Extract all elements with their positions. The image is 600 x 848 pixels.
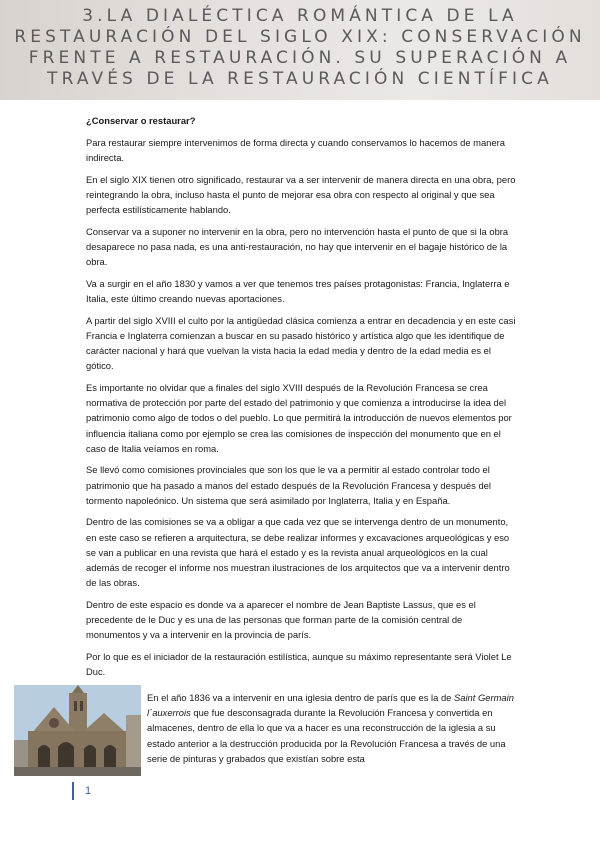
paragraph-11 bbox=[147, 690, 517, 766]
paragraph-7: Se llevó como comisiones provinciales que son los que le va a permitir al estado controlar todo el patrimonio que ha pasado a manos del estado después de la Revolución Francesa y después del tormento napoleónico. Un sistema que será asimilado por Inglaterra, Italia y en España. bbox=[86, 464, 491, 506]
page-number: 1 bbox=[72, 782, 91, 800]
church-photo bbox=[14, 685, 141, 776]
church-name: Saint Germain l´auxerrois bbox=[147, 692, 514, 719]
paragraph-4: Va a surgir en el año 1830 y vamos a ver que tenemos tres países protagonistas: Francia, Inglaterra e Italia, este último creando nuevas aportaciones. bbox=[86, 278, 510, 305]
chapter-title-line-3: FRENTE A RESTAURACIÓN. SU SUPERACIÓN A bbox=[28, 48, 572, 68]
paragraph-10: Por lo que es el iniciador de la restauración estilística, aunque su máximo representante será Violet Le Duc. bbox=[86, 650, 512, 678]
document-body bbox=[86, 113, 516, 686]
paragraph-9: Dentro de este espacio es donde va a aparecer el nombre de Jean Baptiste Lassus, que es el precedente de le Duc y es una de las personas que forman parte de la comisión central de monumentos y va a intervenir en la provincia de parís. bbox=[86, 598, 476, 641]
section-heading: ¿Conservar o restaurar? bbox=[86, 115, 196, 126]
chapter-title-line-2: RESTAURACIÓN DEL SIGLO XIX: CONSERVACIÓN bbox=[14, 27, 586, 47]
paragraph-11-text-start: En el año 1836 va a intervenir en una iglesia dentro de parís que es la de bbox=[147, 692, 454, 703]
paragraph-3: Conservar va a suponer no intervenir en la obra, pero no intervención hasta el punto de que si la obra desaparece no pasa nada, es una anti-restauración, no hay que intervenir en el bagaje histórico de la obra. bbox=[86, 226, 509, 268]
church-photo-icon bbox=[14, 685, 141, 776]
paragraph-2: En el siglo XIX tienen otro significado, restaurar va a ser intervenir de manera directa en una obra, pero reintegrando la obra, incluso hasta el punto de mejorar esa obra con respecto al original y que sea perfecta estilísticamente hablando. bbox=[86, 174, 516, 216]
chapter-title-line-4: TRAVÉS DE LA RESTAURACIÓN CIENTÍFICA bbox=[47, 69, 553, 89]
paragraph-6: Es importante no olvidar que a finales del siglo XVIII después de la Revolución Francesa se crea normativa de protección por parte del estado del patrimonio y que comienza a introducirse la idea del patrimonio como algo de todos o del pueblo. Lo que permitirá la introducción de nuevos elementos por influencia italiana como por ejemplo se crea las comisiones de inspección del monumento que en el caso de Italia veíamos en roma. bbox=[86, 382, 512, 454]
chapter-title-banner bbox=[0, 0, 600, 100]
paragraph-11-text-end: que fue desconsagrada durante la Revolución Francesa y convertida en almacenes, dentro de ella lo que va a hacer es una reconstrucción de la iglesia a su estado anterior a la destrucción producida por la Revolución Francesa a través de una serie de pinturas y grabados que existían sobre esta bbox=[147, 707, 506, 764]
paragraph-5: A partir del siglo XVIII el culto por la antigüedad clásica comienza a entrar en decadencia y en este casi Francia e Inglaterra comienzan a buscar en su pasado histórico y artística algo que les identifique de carácter nacional y hará que vuelvan la vista hacia la edad media y dentro de la edad media es el gótico. bbox=[86, 314, 516, 372]
chapter-title-line-1: 3.LA DIALÉCTICA ROMÁNTICA DE LA bbox=[82, 6, 518, 26]
paragraph-8: Dentro de las comisiones se va a obligar a que cada vez que se intervenga dentro de un monumento, en este caso se refieren a arquitectura, se debe realizar informes y excavaciones arqueológicas y eso se van a publicar en una revista que hará el estado y es la revista anual arqueológicos en la cual además de recoger el informe nos muestran ilustraciones de los arquitectos que va a intervenir dentro de las obras. bbox=[86, 516, 510, 589]
paragraph-1: Para restaurar siempre intervenimos de forma directa y cuando conservamos lo hacemos de manera indirecta. bbox=[86, 137, 505, 164]
